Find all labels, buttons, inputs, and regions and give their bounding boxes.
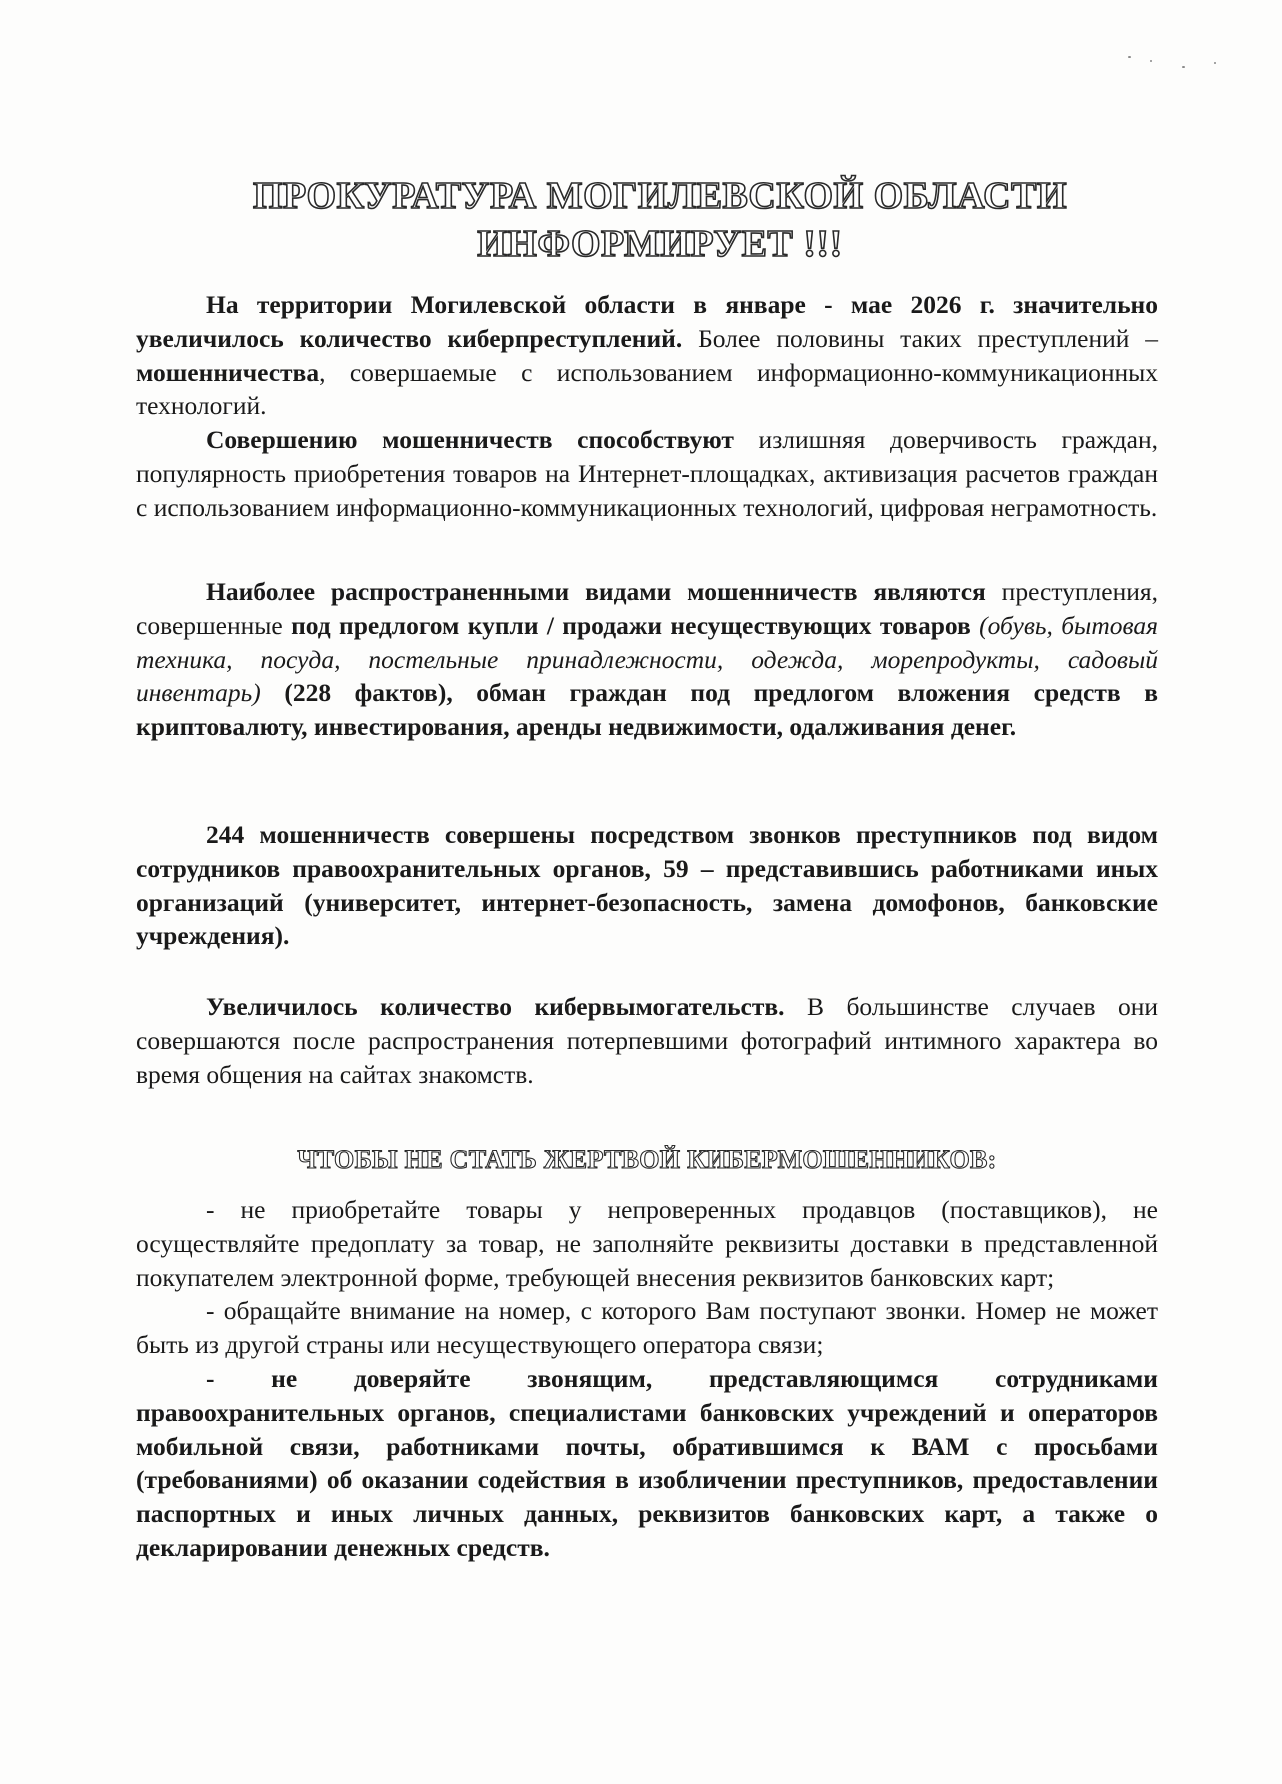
calls-paragraph [136, 818, 1158, 953]
title-line-1: ПРОКУРАТУРА МОГИЛЕВСКОЙ ОБЛАСТИ [252, 175, 1068, 217]
advice-item-2: - обращайте внимание на номер, с которого Вам поступают звонки. Номер не может быть из другой страны или несуществующего оператора связи; [136, 1296, 1158, 1360]
intro-p2-text: излишняя доверчивость граждан, популярность приобретения товаров на Интернет-площадках, активизация расчетов граждан с использованием информационно-коммуникационных технологий, цифровая неграмотность. [136, 425, 1158, 522]
intro-paragraph-2 [136, 423, 1158, 524]
calls-section [136, 818, 1158, 953]
common-types-bold-3: (228 фактов), обман граждан под предлогом вложения средств в криптовалюту, инвестирования, аренды недвижимости, одалживания денег. [136, 678, 1158, 742]
intro-p1-text-a: Более половины таких преступлений – [682, 323, 1158, 353]
scan-speck [1182, 66, 1185, 68]
common-types-paragraph [136, 575, 1158, 744]
scan-speck [1150, 60, 1152, 62]
advice-list [136, 1193, 1158, 1565]
intro-paragraph-1 [136, 288, 1158, 423]
intro-p2-bold: Совершению мошенничеств способствуют [206, 425, 734, 455]
scan-speck [1128, 56, 1131, 58]
document-title [160, 172, 1160, 268]
common-types-section [136, 575, 1158, 744]
intro-p1-text-b: , совершаемые с использованием информационно-коммуникационных технологий. [136, 357, 1158, 421]
common-types-italic: (обувь, бытовая техника, посуда, постельные принадлежности, одежда, морепродукты, садовый инвентарь) [136, 610, 1158, 708]
calls-bold-text: 244 мошенничеств совершены посредством звонков преступников под видом сотрудников правоохранительных органов, 59 – представившись работниками иных организаций (университет, интернет-безопасность, замена домофонов, банковские учреждения). [136, 820, 1158, 951]
advice-item-1: - не приобретайте товары у непроверенных продавцов (поставщиков), не осуществляйте предоплату за товар, не заполняйте реквизиты доставки в представленной покупателем электронной форме, требующей внесения реквизитов банковских карт; [136, 1195, 1158, 1292]
extortion-section [136, 990, 1158, 1091]
intro-section [136, 288, 1158, 525]
extortion-bold: Увеличилось количество кибервымогательств. [206, 992, 785, 1021]
advice-heading: ЧТОБЫ НЕ СТАТЬ ЖЕРТВОЙ КИБЕРМОШЕННИКОВ: [297, 1145, 997, 1174]
extortion-text: В большинстве случаев они совершаются после распространения потерпевшими фотографий интимного характера во время общения на сайтах знакомств. [136, 992, 1159, 1089]
title-line-2: ИНФОРМИРУЕТ !!! [477, 223, 843, 265]
common-types-bold-2: под предлогом купли / продажи несуществующих товаров [291, 610, 971, 640]
extortion-paragraph [136, 990, 1158, 1091]
intro-p1-bold: На территории Могилевской области в январе - мае 2026 г. значительно увеличилось количество киберпреступлений. [136, 290, 1158, 353]
common-types-text-1: преступления, совершенные [136, 577, 1158, 640]
scan-speck [1214, 62, 1216, 64]
advice-item-3: - не доверяйте звонящим, представляющимся сотрудниками правоохранительных органов, специалистами банковских учреждений и операторов мобильной связи, работниками почты, обратившимся к ВАМ с просьбами (требованиями) об оказании содействия в изобличении преступников, предоставлении паспортных и иных личных данных, реквизитов банковских карт, а также о декларировании денежных средств. [136, 1363, 1158, 1562]
common-types-bold-1: Наиболее распространенными видами мошенничеств являются [206, 577, 986, 606]
intro-p1-bold-2: мошенничества [136, 357, 320, 387]
